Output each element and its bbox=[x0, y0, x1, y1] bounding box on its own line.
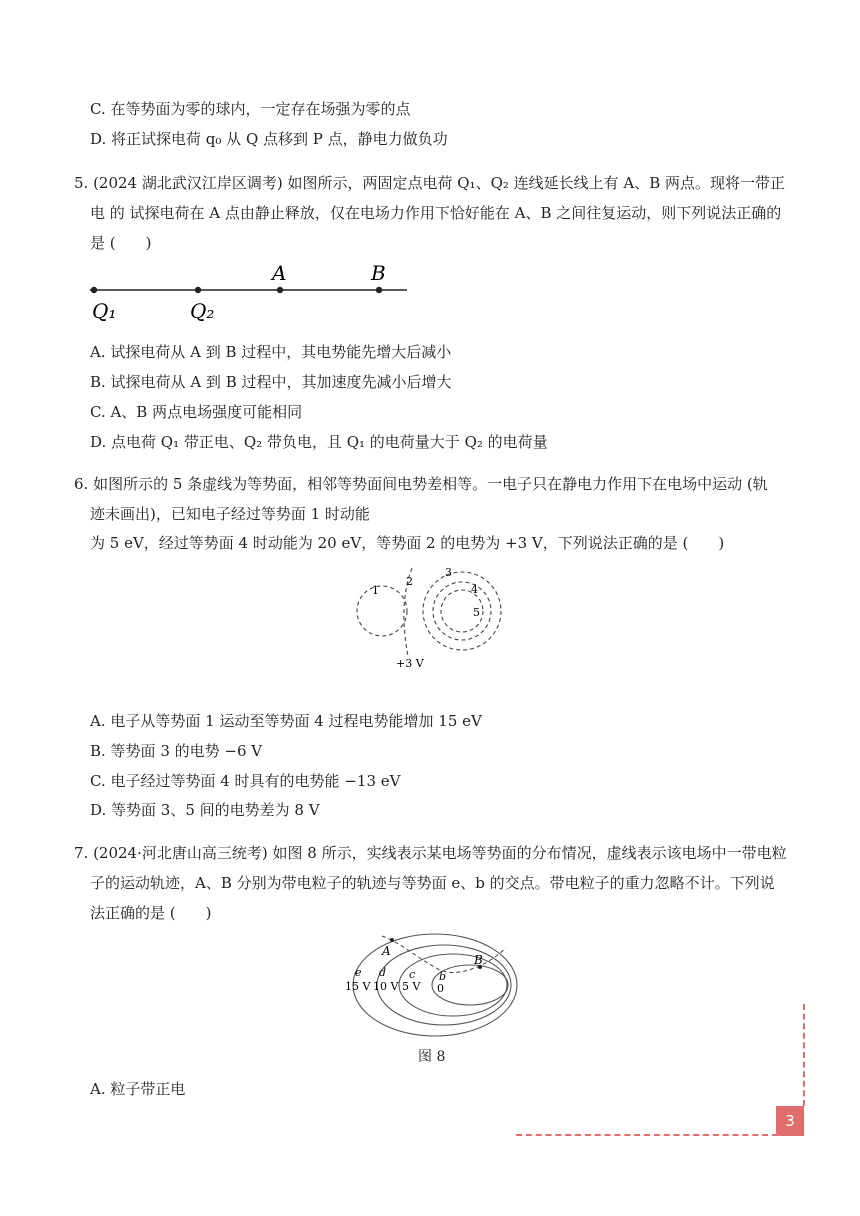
q7-volt-5: 5 V bbox=[402, 980, 421, 993]
q6-option-d: D. 等势面 3、5 间的电势差为 8 V bbox=[90, 801, 320, 819]
q6-label-2: 2 bbox=[406, 575, 413, 588]
q5-b-label: B bbox=[371, 261, 386, 285]
q7-label-a: A bbox=[382, 944, 391, 958]
q6-option-c: C. 电子经过等势面 4 时具有的电势能 −13 eV bbox=[90, 772, 401, 790]
page-number-badge: 3 bbox=[776, 1106, 804, 1136]
q6-option-b: B. 等势面 3 的电势 −6 V bbox=[90, 742, 263, 760]
q7-figure bbox=[340, 928, 520, 1040]
q6-figure bbox=[350, 564, 510, 674]
q6-stem-line-1: 6. 如图所示的 5 条虚线为等势面，相邻等势面间电势差相等。一电子只在静电力作用下在电场中运动 (轨 bbox=[74, 475, 768, 493]
q6-voltage-label: +3 V bbox=[396, 657, 424, 670]
q6-surface-3 bbox=[423, 572, 501, 650]
q7-stem-line-2: 子的运动轨迹，A、B 分别为带电粒子的轨迹与等势面 e、b 的交点。带电粒子的重力忽略不计。下列说 bbox=[90, 874, 775, 892]
q5-b-point bbox=[376, 287, 382, 293]
q6-label-3: 3 bbox=[445, 566, 452, 579]
q4-option-c: C. 在等势面为零的球内，一定存在场强为零的点 bbox=[90, 100, 411, 118]
q5-q2-label: Q₂ bbox=[190, 299, 215, 323]
q6-option-a: A. 电子从等势面 1 运动至等势面 4 过程电势能增加 15 eV bbox=[90, 712, 482, 730]
q5-a-point bbox=[277, 287, 283, 293]
q6-surface-1 bbox=[357, 586, 407, 636]
q5-q1-label: Q₁ bbox=[92, 299, 117, 323]
q7-stem-line-3: 法正确的是 ( ) bbox=[90, 904, 212, 922]
q5-option-b: B. 试探电荷从 A 到 B 过程中，其加速度先减小后增大 bbox=[90, 373, 452, 391]
q4-option-d: D. 将正试探电荷 q₀ 从 Q 点移到 P 点，静电力做负功 bbox=[90, 130, 448, 148]
q7-stem-line-1: 7. (2024·河北唐山高三统考) 如图 8 所示，实线表示某电场等势面的分布情况，虚线表示该电场中一带电粒 bbox=[74, 844, 787, 862]
q7-label-d: d bbox=[379, 966, 387, 979]
q5-q2-point bbox=[195, 287, 201, 293]
q7-label-e: e bbox=[355, 966, 362, 979]
q7-point-a bbox=[390, 938, 394, 942]
q5-a-label: A bbox=[272, 261, 287, 285]
q7-label-b: B bbox=[474, 953, 483, 967]
q6-label-4: 4 bbox=[471, 583, 478, 596]
q5-stem-line-3: 是 ( ) bbox=[90, 234, 152, 252]
q7-volt-15: 15 V bbox=[345, 980, 371, 993]
q5-q1-point bbox=[91, 287, 97, 293]
q5-option-d: D. 点电荷 Q₁ 带正电、Q₂ 带负电，且 Q₁ 的电荷量大于 Q₂ 的电荷量 bbox=[90, 433, 548, 451]
q5-option-c: C. A、B 两点电场强度可能相同 bbox=[90, 403, 303, 421]
q5-stem-line-2: 电 的 试探电荷在 A 点由静止释放，仅在电场力作用下恰好能在 A、B 之间往复运动，则下列说法正确的 bbox=[90, 204, 782, 222]
q7-label-b-surface: b bbox=[439, 970, 447, 983]
q6-stem-line-3: 为 5 eV，经过等势面 4 时动能为 20 eV，等势面 2 的电势为 +3 V，下列说法正确的是 ( ) bbox=[90, 534, 725, 552]
q7-option-a: A. 粒子带正电 bbox=[90, 1080, 186, 1098]
page-corner-dash-vertical bbox=[803, 1004, 805, 1106]
q5-stem-line-1: 5. (2024 湖北武汉江岸区调考) 如图所示，两固定点电荷 Q₁、Q₂ 连线延长线上有 A、B 两点。现将一带正 bbox=[74, 174, 786, 192]
q7-volt-0: 0 bbox=[437, 982, 444, 995]
q6-stem-line-2: 迹未画出)，已知电子经过等势面 1 时动能 bbox=[90, 505, 370, 523]
page-corner-dash-horizontal bbox=[516, 1134, 778, 1136]
q7-figure-caption: 图 8 bbox=[418, 1049, 446, 1065]
q7-label-c: c bbox=[409, 968, 416, 981]
q5-figure bbox=[84, 258, 424, 330]
q6-label-5: 5 bbox=[473, 606, 480, 619]
q6-surface-4 bbox=[433, 582, 491, 640]
q7-volt-10: 10 V bbox=[373, 980, 399, 993]
q5-option-a: A. 试探电荷从 A 到 B 过程中，其电势能先增大后减小 bbox=[90, 343, 452, 361]
q6-label-1: 1 bbox=[372, 584, 379, 597]
